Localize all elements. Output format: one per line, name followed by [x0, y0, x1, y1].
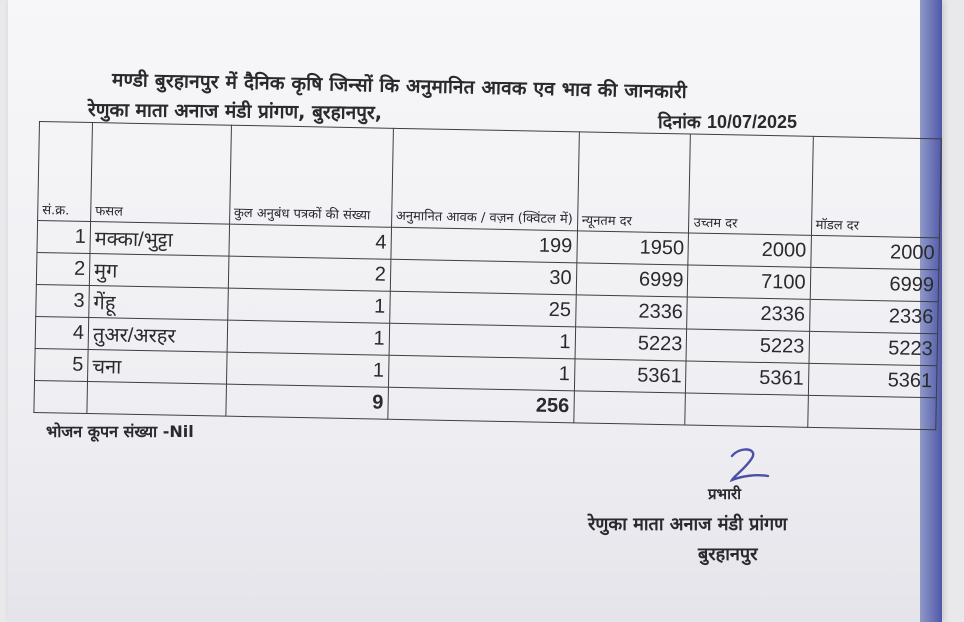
coupon-note: भोजन कूपन संख्या -Nil — [46, 422, 194, 441]
cell-min-rate: 1950 — [576, 231, 689, 265]
cell-min-rate: 6999 — [576, 263, 688, 297]
signature-office: रेणुका माता अनाज मंडी प्रांगण — [588, 514, 788, 535]
document-sheet — [8, 0, 942, 622]
cell-arrival: 1 — [388, 355, 574, 391]
cell-max-rate: 5223 — [686, 329, 809, 363]
header-max-rate: उच्तम दर — [689, 134, 813, 235]
rates-table — [33, 121, 941, 430]
cell-crop: मक्का/भुट्टा — [90, 222, 229, 257]
total-arrival: 256 — [388, 387, 574, 423]
document-title: मण्डी बुरहानपुर में दैनिक कृषि जिन्सों कि अनुमानित आवक एव भाव की जानकारी — [111, 69, 688, 104]
cell-contracts: 1 — [227, 288, 390, 323]
header-modal-rate: मॉडल दर — [811, 136, 941, 237]
cell-empty — [87, 381, 226, 416]
signature-city: बुरहानपुर — [698, 544, 758, 565]
cell-arrival: 30 — [390, 259, 576, 295]
cell-contracts: 1 — [226, 352, 389, 387]
header-min-rate: न्यूनतम दर — [577, 132, 691, 233]
header-arrival: अनुमानित आवक / वज़न (क्विंटल में) — [391, 128, 579, 231]
cell-empty — [807, 395, 936, 429]
cell-contracts: 4 — [229, 224, 392, 259]
cell-max-rate: 2336 — [687, 297, 810, 331]
cell-empty — [34, 380, 88, 413]
cell-crop: मुग — [89, 254, 228, 289]
table-header-row — [38, 122, 942, 238]
cell-crop: गेंहू — [89, 285, 228, 320]
cell-contracts: 2 — [228, 256, 391, 291]
header-contracts: कुल अनुबंध पत्रकों की संख्या — [229, 125, 393, 227]
cell-arrival: 25 — [389, 291, 575, 327]
cell-min-rate: 5223 — [575, 327, 687, 361]
signature-mark — [726, 446, 774, 486]
cell-arrival: 199 — [391, 227, 577, 263]
cell-empty — [573, 391, 685, 425]
cell-max-rate: 7100 — [688, 265, 811, 299]
cell-modal-rate: 5361 — [808, 363, 937, 397]
cell-sn: 5 — [35, 348, 89, 381]
cell-max-rate: 5361 — [686, 361, 809, 395]
signature-role: प्रभारी — [708, 485, 741, 503]
header-sn: सं.क्र. — [38, 122, 93, 222]
total-contracts: 9 — [225, 384, 388, 419]
date-label: दिनांक — [658, 112, 701, 133]
header-crop: फसल — [91, 123, 231, 225]
cell-sn: 3 — [36, 284, 90, 317]
cell-sn: 4 — [35, 316, 89, 349]
cell-contracts: 1 — [227, 320, 390, 355]
cell-sn: 2 — [36, 252, 90, 285]
document-date — [658, 110, 797, 134]
cell-arrival: 1 — [389, 323, 575, 359]
cell-max-rate: 2000 — [688, 233, 811, 267]
cell-modal-rate: 2000 — [810, 235, 939, 269]
cell-modal-rate: 6999 — [810, 267, 939, 301]
cell-empty — [685, 393, 808, 427]
cell-modal-rate: 5223 — [809, 331, 938, 365]
date-value: 10/07/2025 — [706, 112, 798, 132]
cell-crop: तुअर/अरहर — [88, 317, 227, 352]
cell-crop: चना — [88, 349, 227, 384]
document-subtitle: रेणुका माता अनाज मंडी प्रांगण, बुरहानपुर, — [87, 99, 383, 125]
cell-sn: 1 — [37, 220, 91, 253]
cell-modal-rate: 2336 — [809, 299, 938, 333]
cell-min-rate: 2336 — [575, 295, 687, 329]
cell-min-rate: 5361 — [574, 359, 686, 393]
